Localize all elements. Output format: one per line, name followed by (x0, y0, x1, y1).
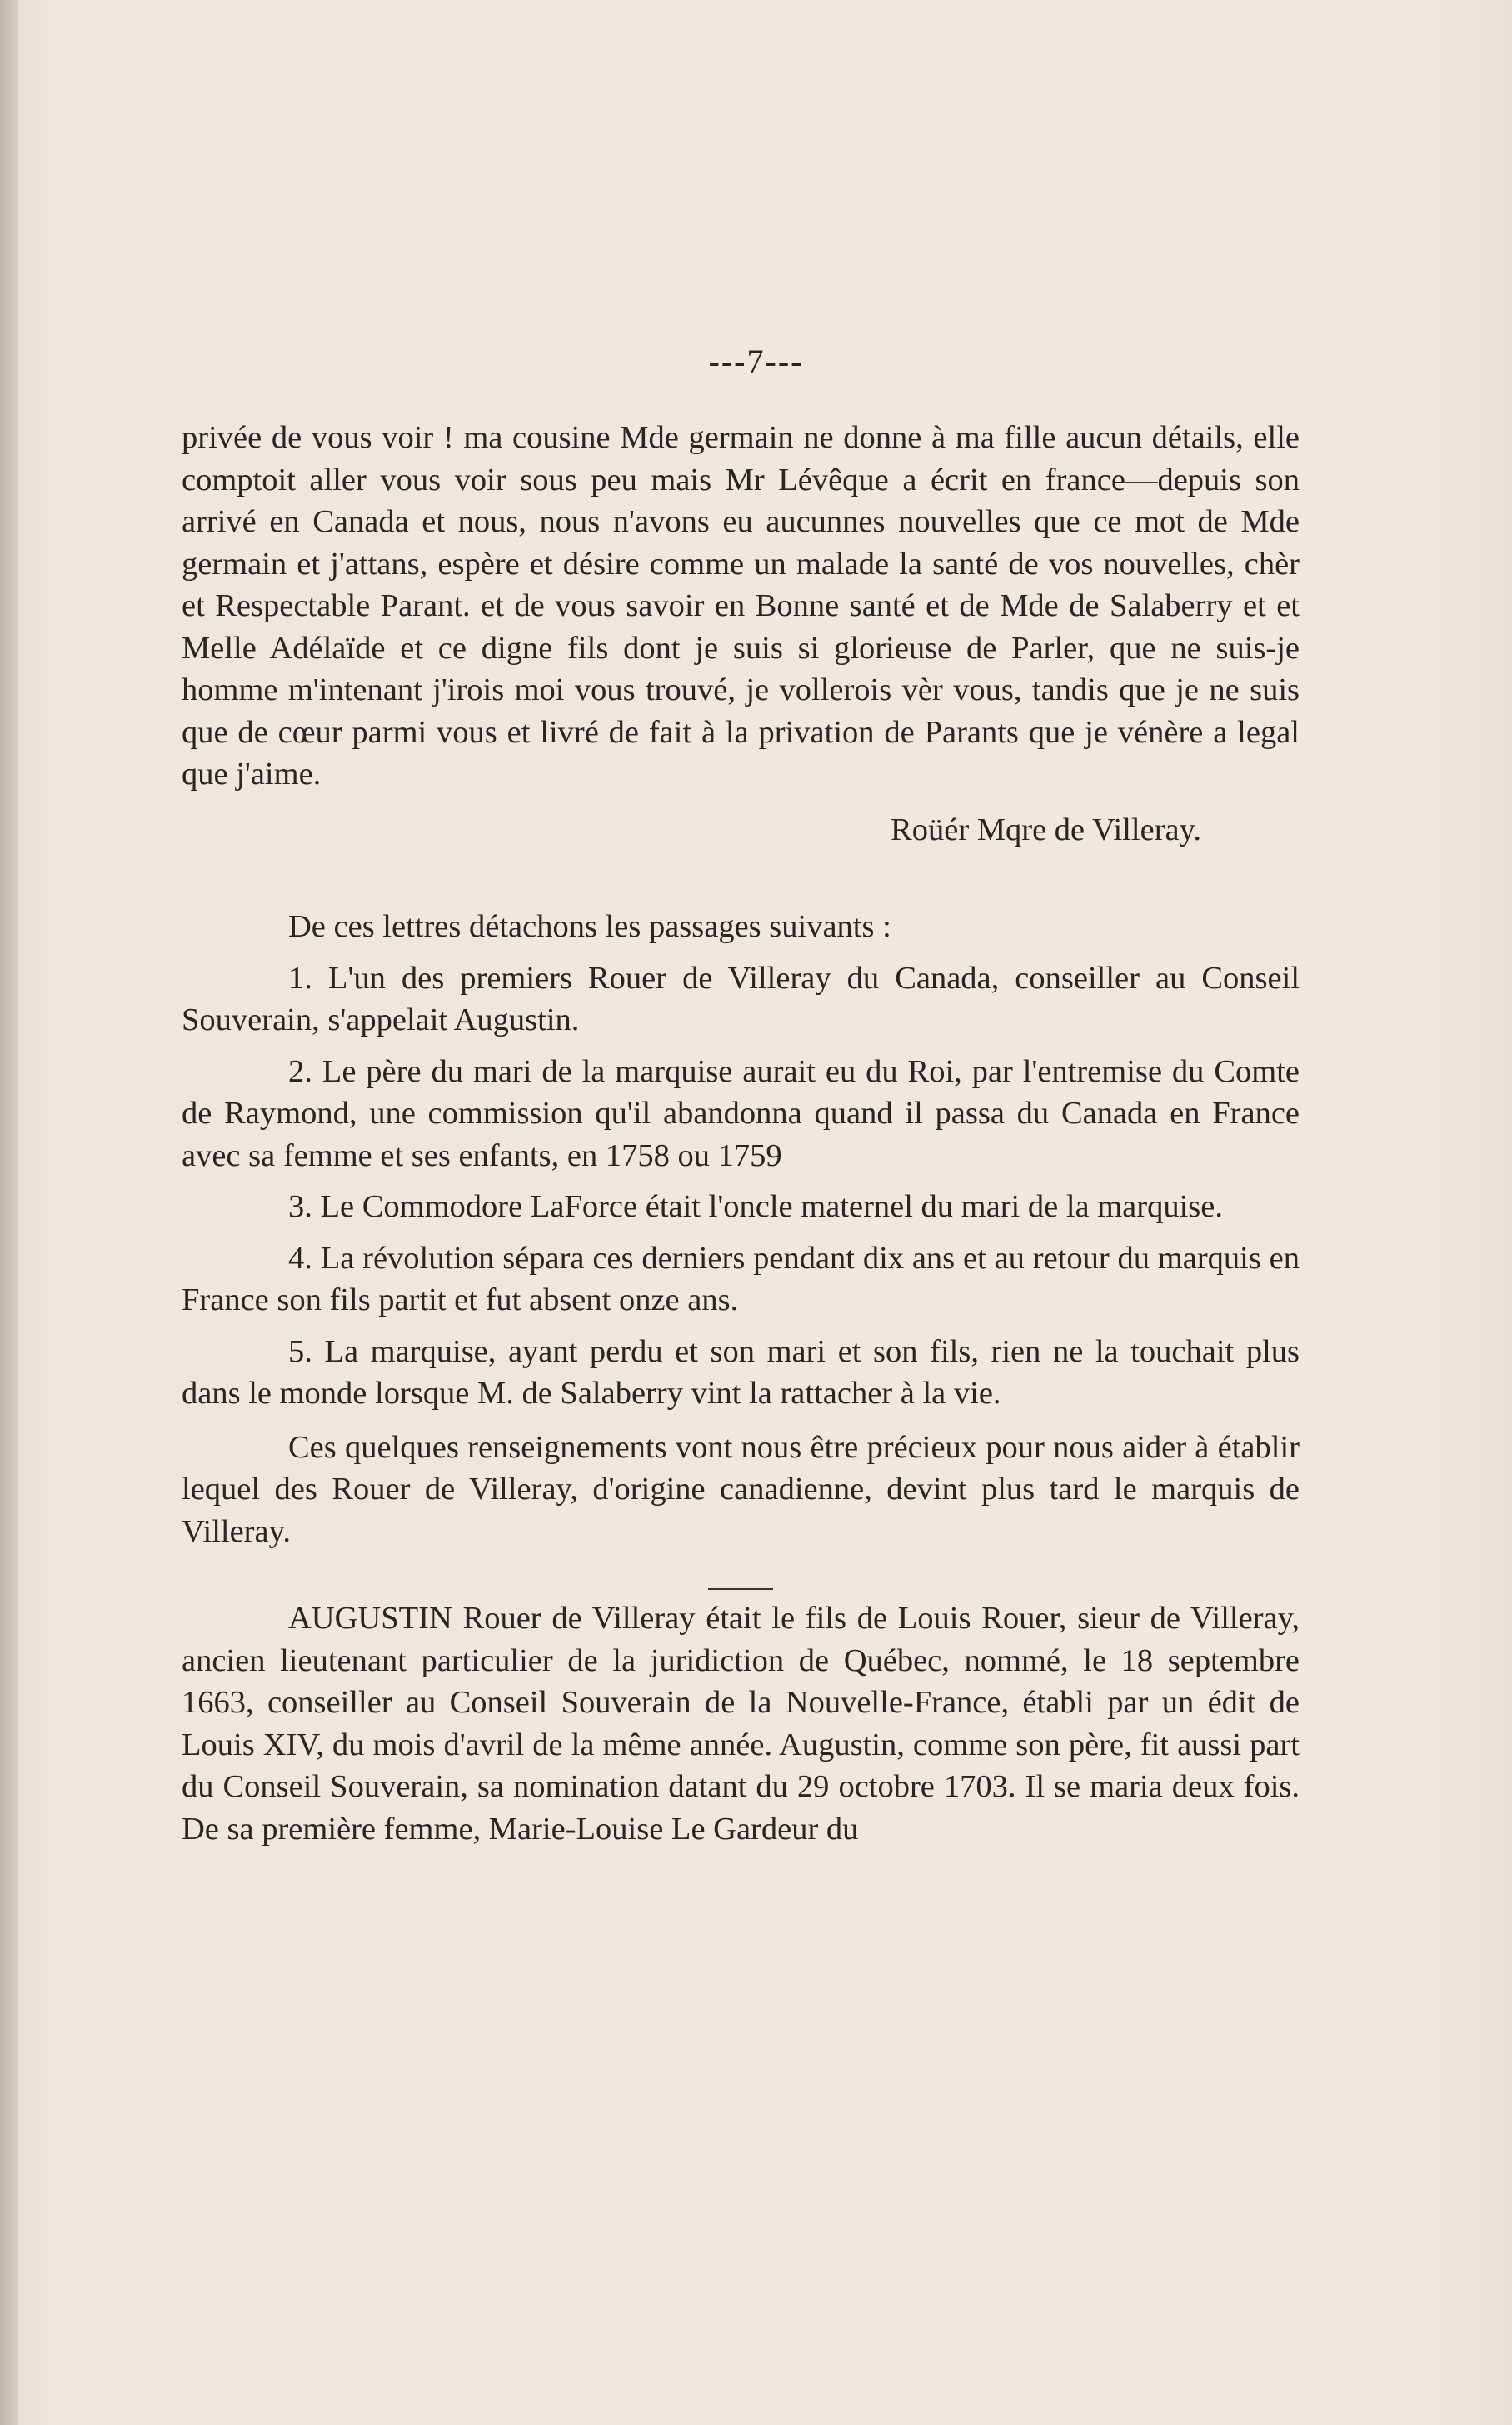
section-divider (182, 1558, 1300, 1591)
list-item-number: 3. (288, 1189, 312, 1224)
list-item (182, 1238, 1300, 1322)
list-item (182, 1331, 1300, 1415)
list-item-text: La marquise, ayant perdu et son mari et son fils, rien ne la touchait plus dans le monde lorsque M. de Salaberry vint la rattacher à la vie. (182, 1333, 1300, 1411)
list-item (182, 1051, 1300, 1178)
section-lead-word: AUGUSTIN (288, 1601, 452, 1636)
list-item (182, 1186, 1300, 1228)
list-item-text: L'un des premiers Rouer de Villeray du Canada, conseiller au Conseil Souverain, s'appelait Augustin. (182, 960, 1300, 1038)
list-item-text: Le Commodore LaForce était l'oncle maternel du mari de la marquise. (320, 1189, 1223, 1224)
list-item-number: 2. (288, 1053, 312, 1089)
letter-signature: Roüér Mqre de Villeray. (891, 812, 1201, 848)
list-item-text: Le père du mari de la marquise aurait eu du Roi, par l'entremise du Comte de Raymond, une commission qu'il abandonna quand il passa du Canada en France avec sa femme et ses enfants, en 1758 ou 1759 (182, 1053, 1300, 1173)
intro-paragraph: De ces lettres détachons les passages suivants : (288, 909, 891, 944)
list-item-text: La révolution sépara ces derniers pendant dix ans et au retour du marquis en France son fils partit et fut absent onze ans. (182, 1240, 1300, 1318)
list-item (182, 958, 1300, 1042)
section-text: Rouer de Villeray était le fils de Louis Rouer, sieur de Villeray, ancien lieutenant particulier de la juridiction de Québec, nommé, le 18 septembre 1663, conseiller au Conseil Souverain de la Nouvelle-France, établi par un édit de Louis XIV, du mois d'avril de la même année. Augustin, comme son père, fit aussi part du Conseil Souverain, sa nomination datant du 29 octobre 1703. Il se maria deux fois. De sa première femme, Marie-Louise Le Gardeur du (182, 1601, 1300, 1847)
closing-paragraph: Ces quelques renseignements vont nous être précieux pour nous aider à établir lequel des Rouer de Villeray, d'origine canadienne, devint plus tard le marquis de Villeray. (182, 1429, 1300, 1549)
letter-excerpt: privée de vous voir ! ma cousine Mde germain ne donne à ma fille aucun détails, elle comptoit aller vous voir sous peu mais Mr Lévêque a écrit en france—depuis son arrivé en Canada et nous, nous n'avons eu aucunnes nouvelles que ce mot de Mde germain et j'attans, espère et désire comme un malade la santé de vos nouvelles, chèr et Respectable Parant. et de vous savoir en Bonne santé et de Mde de Salaberry et et Melle Adélaïde et ce digne fils dont je suis si glorieuse de Parler, que ne suis-je homme m'intenant j'irois moi vous trouvé, je vollerois vèr vous, tandis que je ne suis que de cœur parmi vous et livré de fait à la privation de Parants que je vénère a legal que j'aime. (182, 420, 1300, 792)
list-item-number: 1. (288, 960, 312, 996)
page-number: ---7--- (708, 342, 804, 380)
section-paragraph (182, 1598, 1300, 1850)
page-text (182, 417, 1300, 1850)
list-item-number: 5. (288, 1333, 312, 1369)
list-item-number: 4. (288, 1240, 312, 1276)
